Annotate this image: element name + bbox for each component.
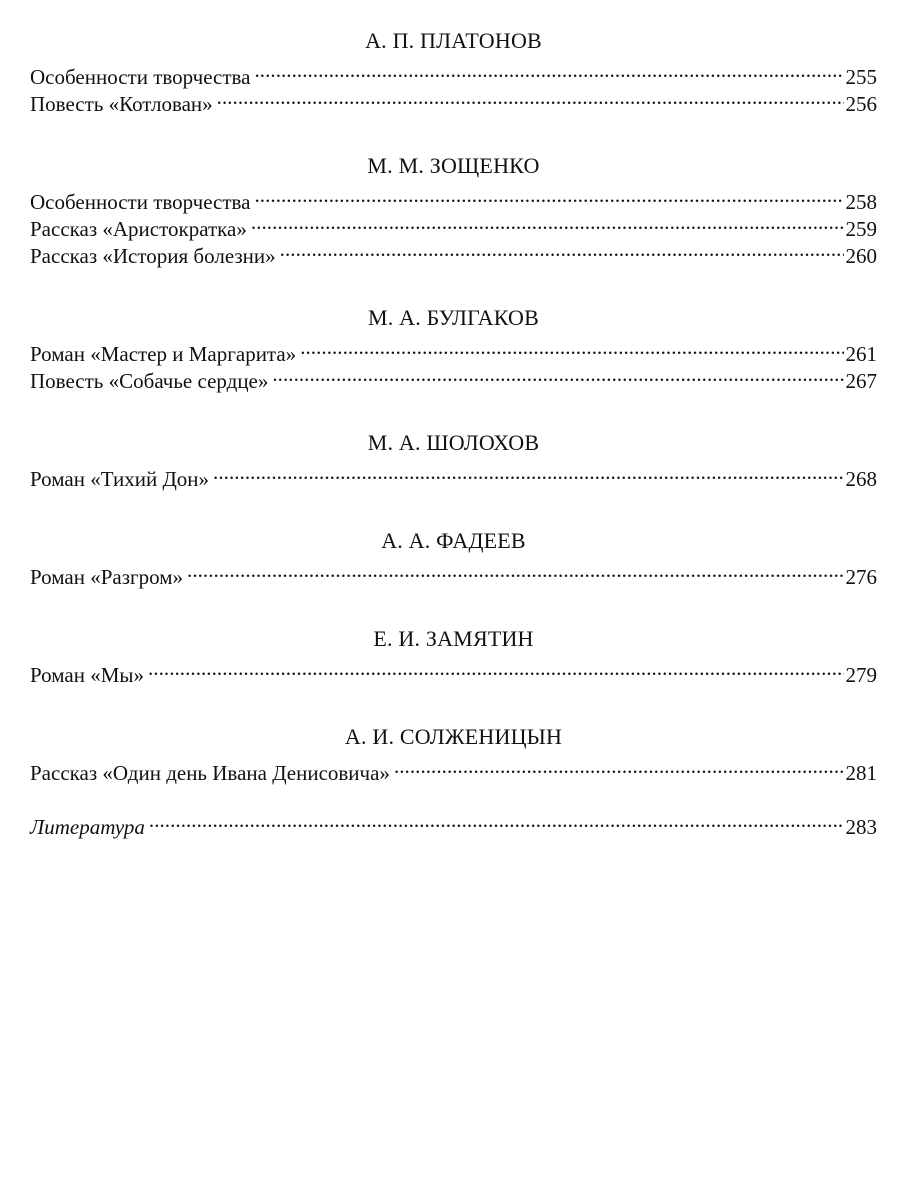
entry-page-number: 283 <box>845 815 877 839</box>
entry-title: Рассказ «История болезни» <box>30 244 276 268</box>
section-spacer <box>30 682 877 724</box>
entry-title: Рассказ «Аристократка» <box>30 217 247 241</box>
entry-page-number: 279 <box>845 663 877 687</box>
entry-title: Литература <box>30 815 145 839</box>
dot-leader <box>280 236 844 263</box>
toc-section-platonov <box>30 28 877 116</box>
toc-entry[interactable] <box>30 655 877 687</box>
entry-page-number: 259 <box>845 217 877 241</box>
author-heading: М. А. БУЛГАКОВ <box>367 305 540 330</box>
toc-section-bulgakov <box>30 305 877 393</box>
entry-page-number: 258 <box>845 190 877 214</box>
entry-page-number: 276 <box>845 565 877 589</box>
entry-title: Повесть «Котлован» <box>30 92 213 116</box>
entry-page-number: 261 <box>845 342 877 366</box>
table-of-contents <box>30 28 877 839</box>
entry-title: Роман «Мастер и Маргарита» <box>30 342 297 366</box>
dot-leader <box>251 209 844 236</box>
author-heading: А. И. СОЛЖЕНИЦЫН <box>344 724 563 749</box>
entry-page-number: 260 <box>845 244 877 268</box>
entry-title: Роман «Мы» <box>30 663 144 687</box>
author-heading: Е. И. ЗАМЯТИН <box>373 626 534 651</box>
toc-section-fadeev <box>30 528 877 589</box>
toc-section-solzhenitsyn <box>30 724 877 785</box>
entry-title: Роман «Тихий Дон» <box>30 467 210 491</box>
dot-leader <box>149 807 844 834</box>
dot-leader <box>255 182 844 209</box>
toc-section-zamyatin <box>30 626 877 687</box>
dot-leader <box>213 459 843 486</box>
entry-title: Роман «Разгром» <box>30 565 184 589</box>
entry-page-number: 267 <box>845 369 877 393</box>
dot-leader <box>394 753 844 780</box>
dot-leader <box>217 84 844 111</box>
toc-entry[interactable] <box>30 753 877 785</box>
toc-entry[interactable] <box>30 182 877 214</box>
entry-page-number: 255 <box>845 65 877 89</box>
dot-leader <box>272 361 843 388</box>
toc-entry-literature[interactable] <box>30 807 877 839</box>
dot-leader <box>187 557 843 584</box>
dot-leader <box>300 334 843 361</box>
entry-title: Особенности творчества <box>30 65 251 89</box>
author-heading: А. А. ФАДЕЕВ <box>381 528 526 553</box>
toc-section-zoshchenko <box>30 153 877 268</box>
toc-entry[interactable] <box>30 57 877 89</box>
entry-title: Рассказ «Один день Ивана Денисовича» <box>30 761 390 785</box>
toc-entry[interactable] <box>30 557 877 589</box>
toc-entry[interactable] <box>30 334 877 366</box>
toc-section-sholokhov <box>30 430 877 491</box>
author-heading: М. М. ЗОЩЕНКО <box>367 153 540 178</box>
entry-page-number: 256 <box>845 92 877 116</box>
entry-page-number: 268 <box>845 467 877 491</box>
author-heading: М. А. ШОЛОХОВ <box>367 430 540 455</box>
dot-leader <box>148 655 844 682</box>
dot-leader <box>255 57 844 84</box>
entry-page-number: 281 <box>845 761 877 785</box>
toc-entry[interactable] <box>30 459 877 491</box>
author-heading: А. П. ПЛАТОНОВ <box>365 28 542 53</box>
entry-title: Повесть «Собачье сердце» <box>30 369 269 393</box>
entry-title: Особенности творчества <box>30 190 251 214</box>
